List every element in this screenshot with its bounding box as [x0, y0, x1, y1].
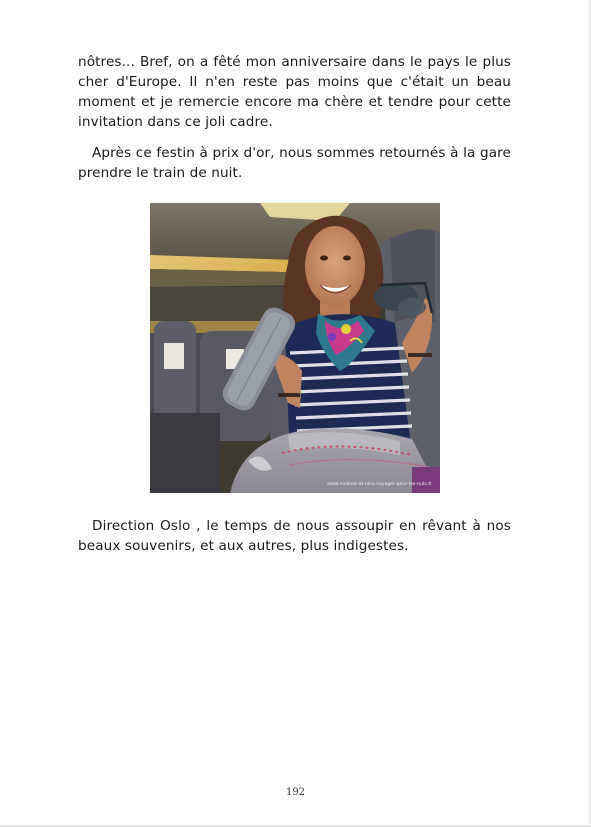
photo-woman-on-night-train [150, 203, 440, 493]
photo-credit-watermark: www.ninihoa-et-nico.voyager-pour-les-nuls.fr [327, 482, 432, 487]
paragraph-direction-oslo: Direction Oslo , le temps de nous assoupir en rêvant à nos beaux souvenirs, et aux autres, plus indigestes. [78, 518, 511, 554]
paragraph-birthday: nôtres... Bref, on a fêté mon anniversaire dans le pays le plus cher d'Europe. Il n'en reste pas moins que c'était un beau moment et je remercie encore ma chère et tendre pour cette invitation dans ce joli cadre. [78, 54, 511, 130]
page-number: 192 [285, 787, 306, 798]
paragraph-return-to-station: Après ce festin à prix d'or, nous sommes retournés à la gare prendre le train de nuit. [78, 145, 511, 181]
photo-illustration [150, 203, 440, 493]
